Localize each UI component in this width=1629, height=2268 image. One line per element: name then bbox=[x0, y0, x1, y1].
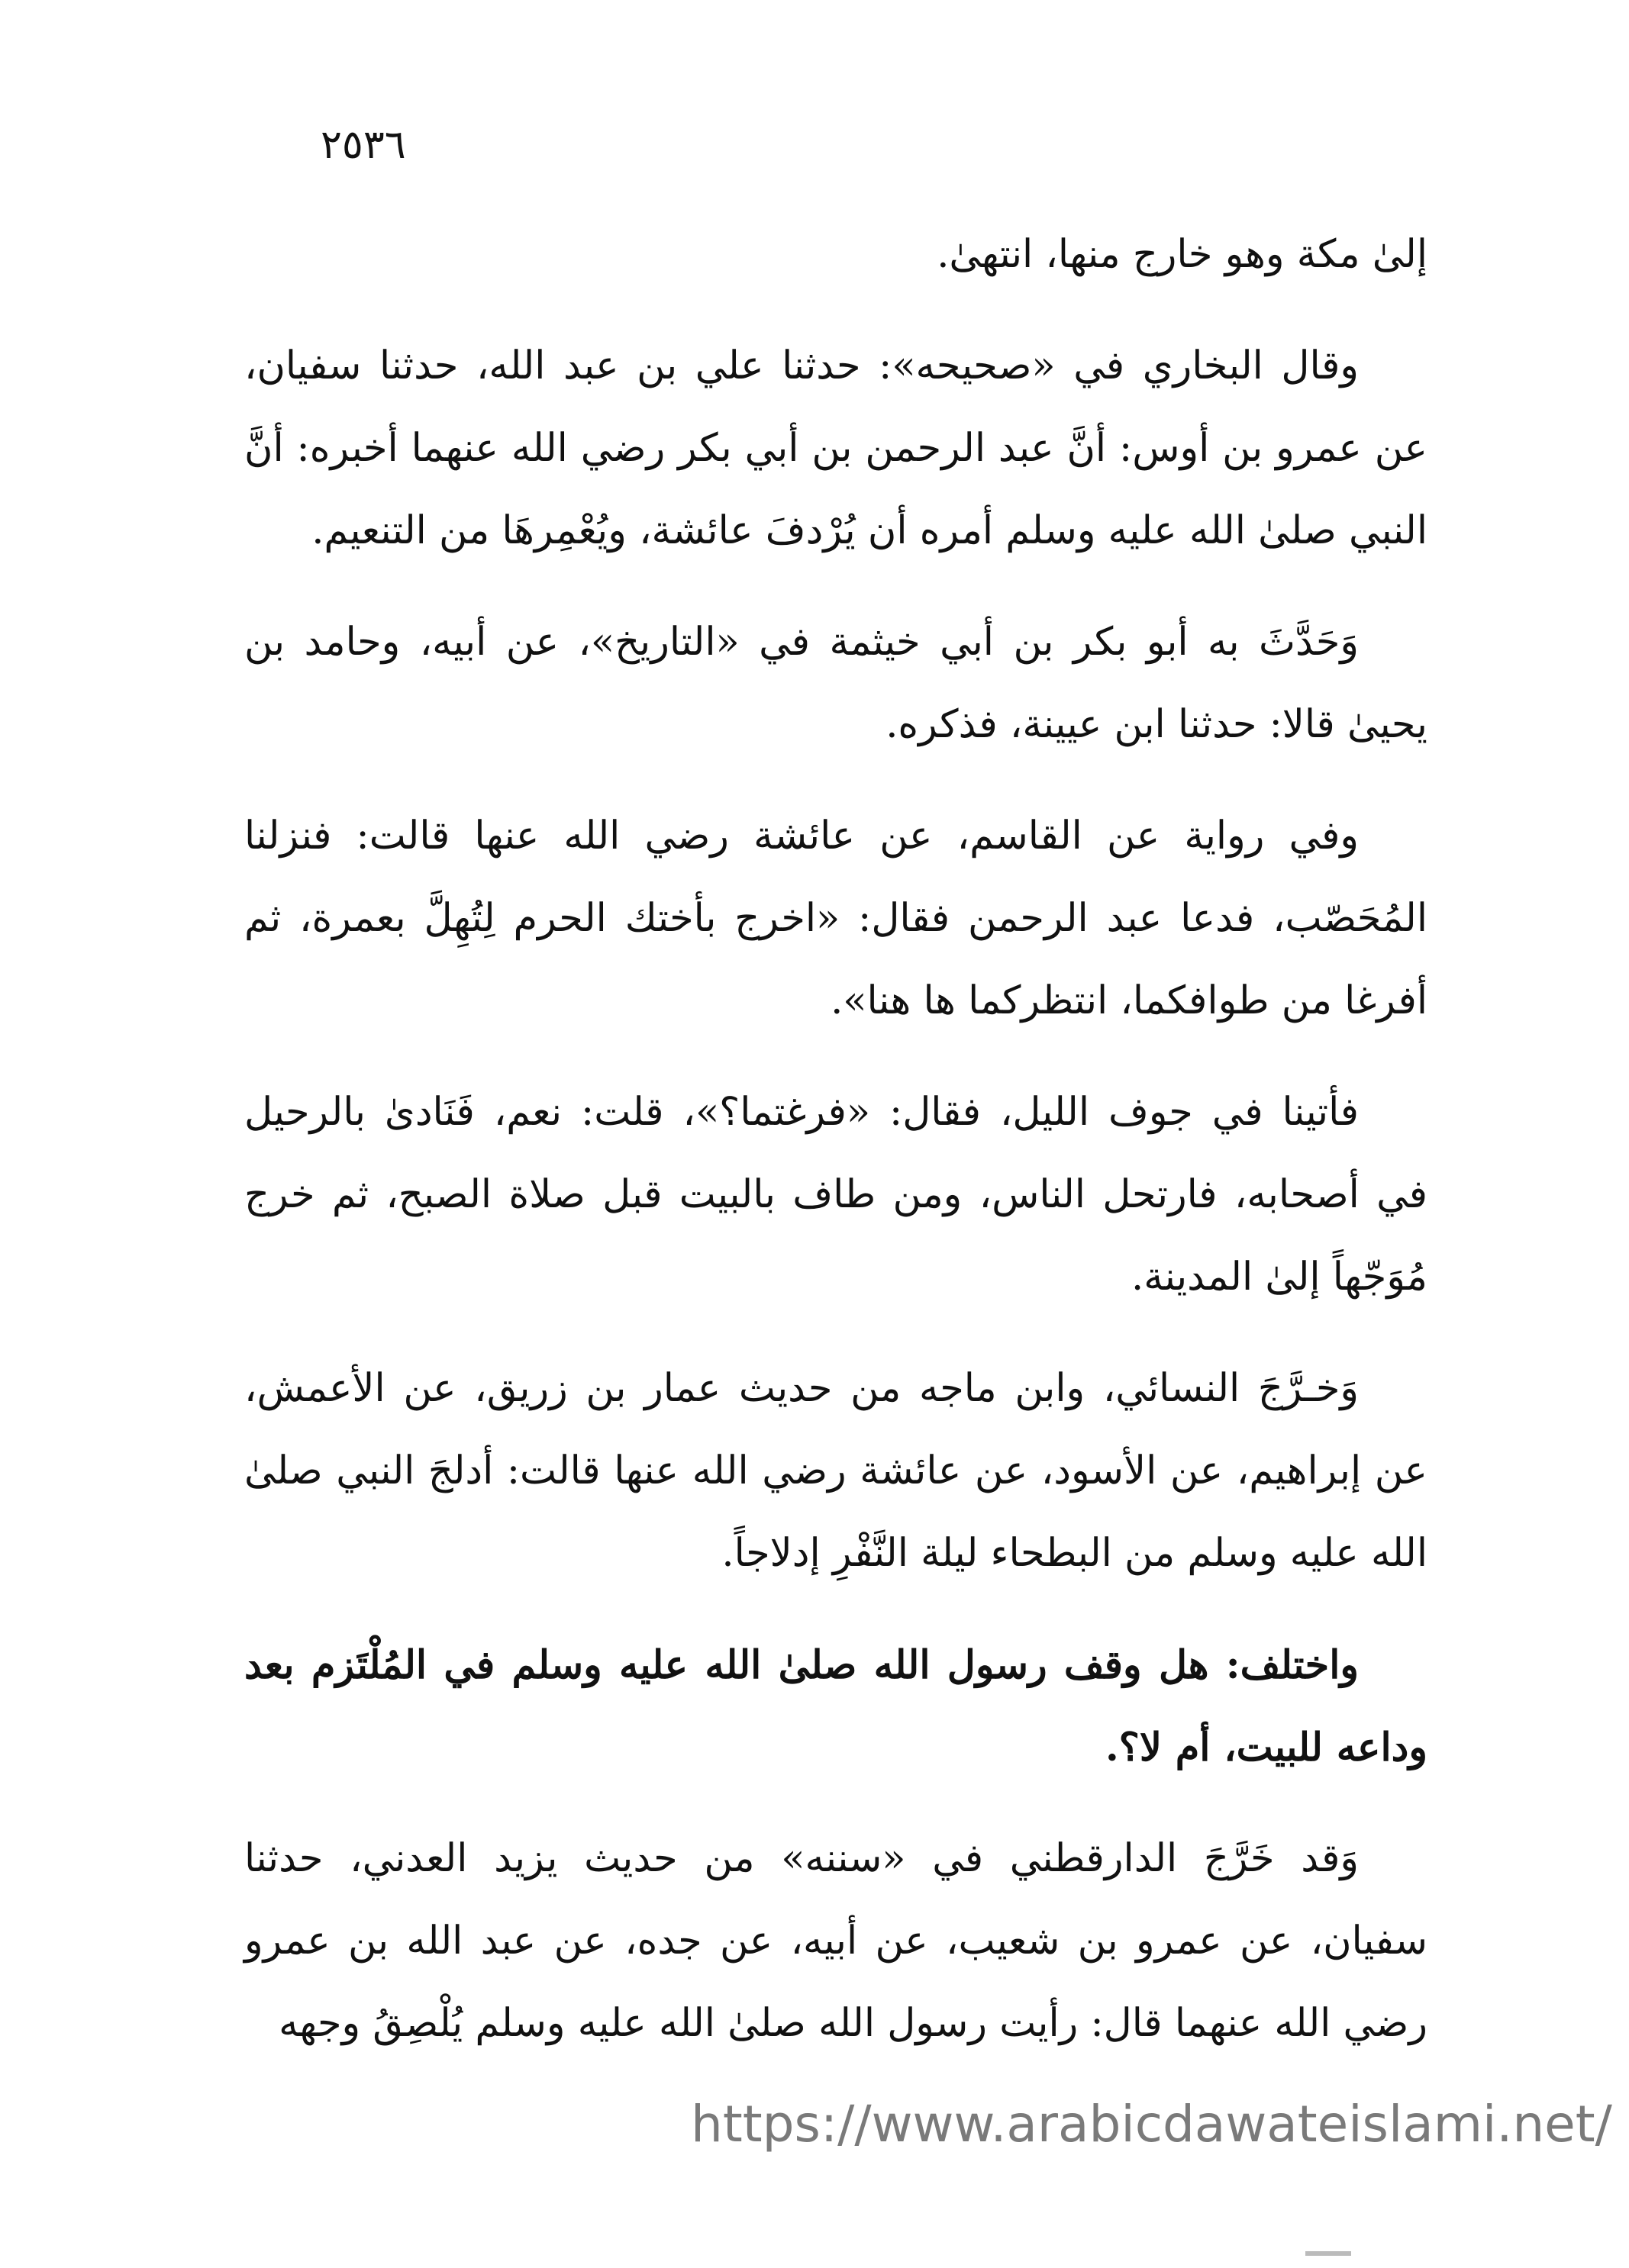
watermark-url: https://www.arabicdawateislami.net/ bbox=[691, 2095, 1612, 2154]
document-body bbox=[244, 214, 1427, 2094]
paragraph: واختلف: هل وقف رسول الله صلىٰ الله عليه وسلم في المُلْتَزم بعد وداعه للبيت، أم لا؟. bbox=[244, 1642, 1427, 1770]
paragraph: إلىٰ مكة وهو خارج منها، انتهىٰ. bbox=[937, 232, 1427, 277]
paragraph: وَخـرَّجَ النسائي، وابن ماجه من حديث عمار بن زريق، عن الأعمش، عن إبراهيم، عن الأسود، عن عائشة رضي الله عنها قالت: أدلجَ النبي صلىٰ الله عليه وسلم من البطحاء ليلة النَّفْرِ إدلاجاً. bbox=[244, 1366, 1427, 1576]
paragraph: وَحَدَّثَ به أبو بكر بن أبي خيثمة في «التاريخ»، عن أبيه، وحامد بن يحيىٰ قالا: حدثنا ابن عيينة، فذكره. bbox=[244, 620, 1427, 747]
scan-artifact bbox=[1305, 2251, 1351, 2256]
page-number: ٢٥٣٦ bbox=[321, 122, 406, 168]
paragraph: فأتينا في جوف الليل، فقال: «فرغتما؟»، قلت: نعم، فَنَادىٰ بالرحيل في أصحابه، فارتحل الناس، ومن طاف بالبيت قبل صلاة الصبح، ثم خرج مُوَجّهاً إلىٰ المدينة. bbox=[244, 1090, 1427, 1300]
paragraph: وَقد خَرَّجَ الدارقطني في «سننه» من حديث يزيد العدني، حدثنا سفيان، عن عمرو بن شعيب، عن أبيه، عن جده، عن عبد الله بن عمرو رضي الله عنهما قال: رأيت رسول الله صلىٰ الله عليه وسلم يُلْصِقُ وجهه bbox=[244, 1836, 1427, 2046]
paragraph: وقال البخاري في «صحيحه»: حدثنا علي بن عبد الله، حدثنا سفيان، عن عمرو بن أوس: أنَّ عبد الرحمن بن أبي بكر رضي الله عنهما أخبره: أنَّ النبي صلىٰ الله عليه وسلم أمره أن يُرْدفَ عائشة، ويُعْمِرهَا من التنعيم. bbox=[244, 343, 1427, 553]
paragraph: وفي رواية عن القاسم، عن عائشة رضي الله عنها قالت: فنزلنا المُحَصّب، فدعا عبد الرحمن فقال: «اخرج بأختك الحرم لِتُهِلَّ بعمرة، ثم أفرغا من طوافكما، انتظركما ها هنا». bbox=[244, 813, 1427, 1023]
